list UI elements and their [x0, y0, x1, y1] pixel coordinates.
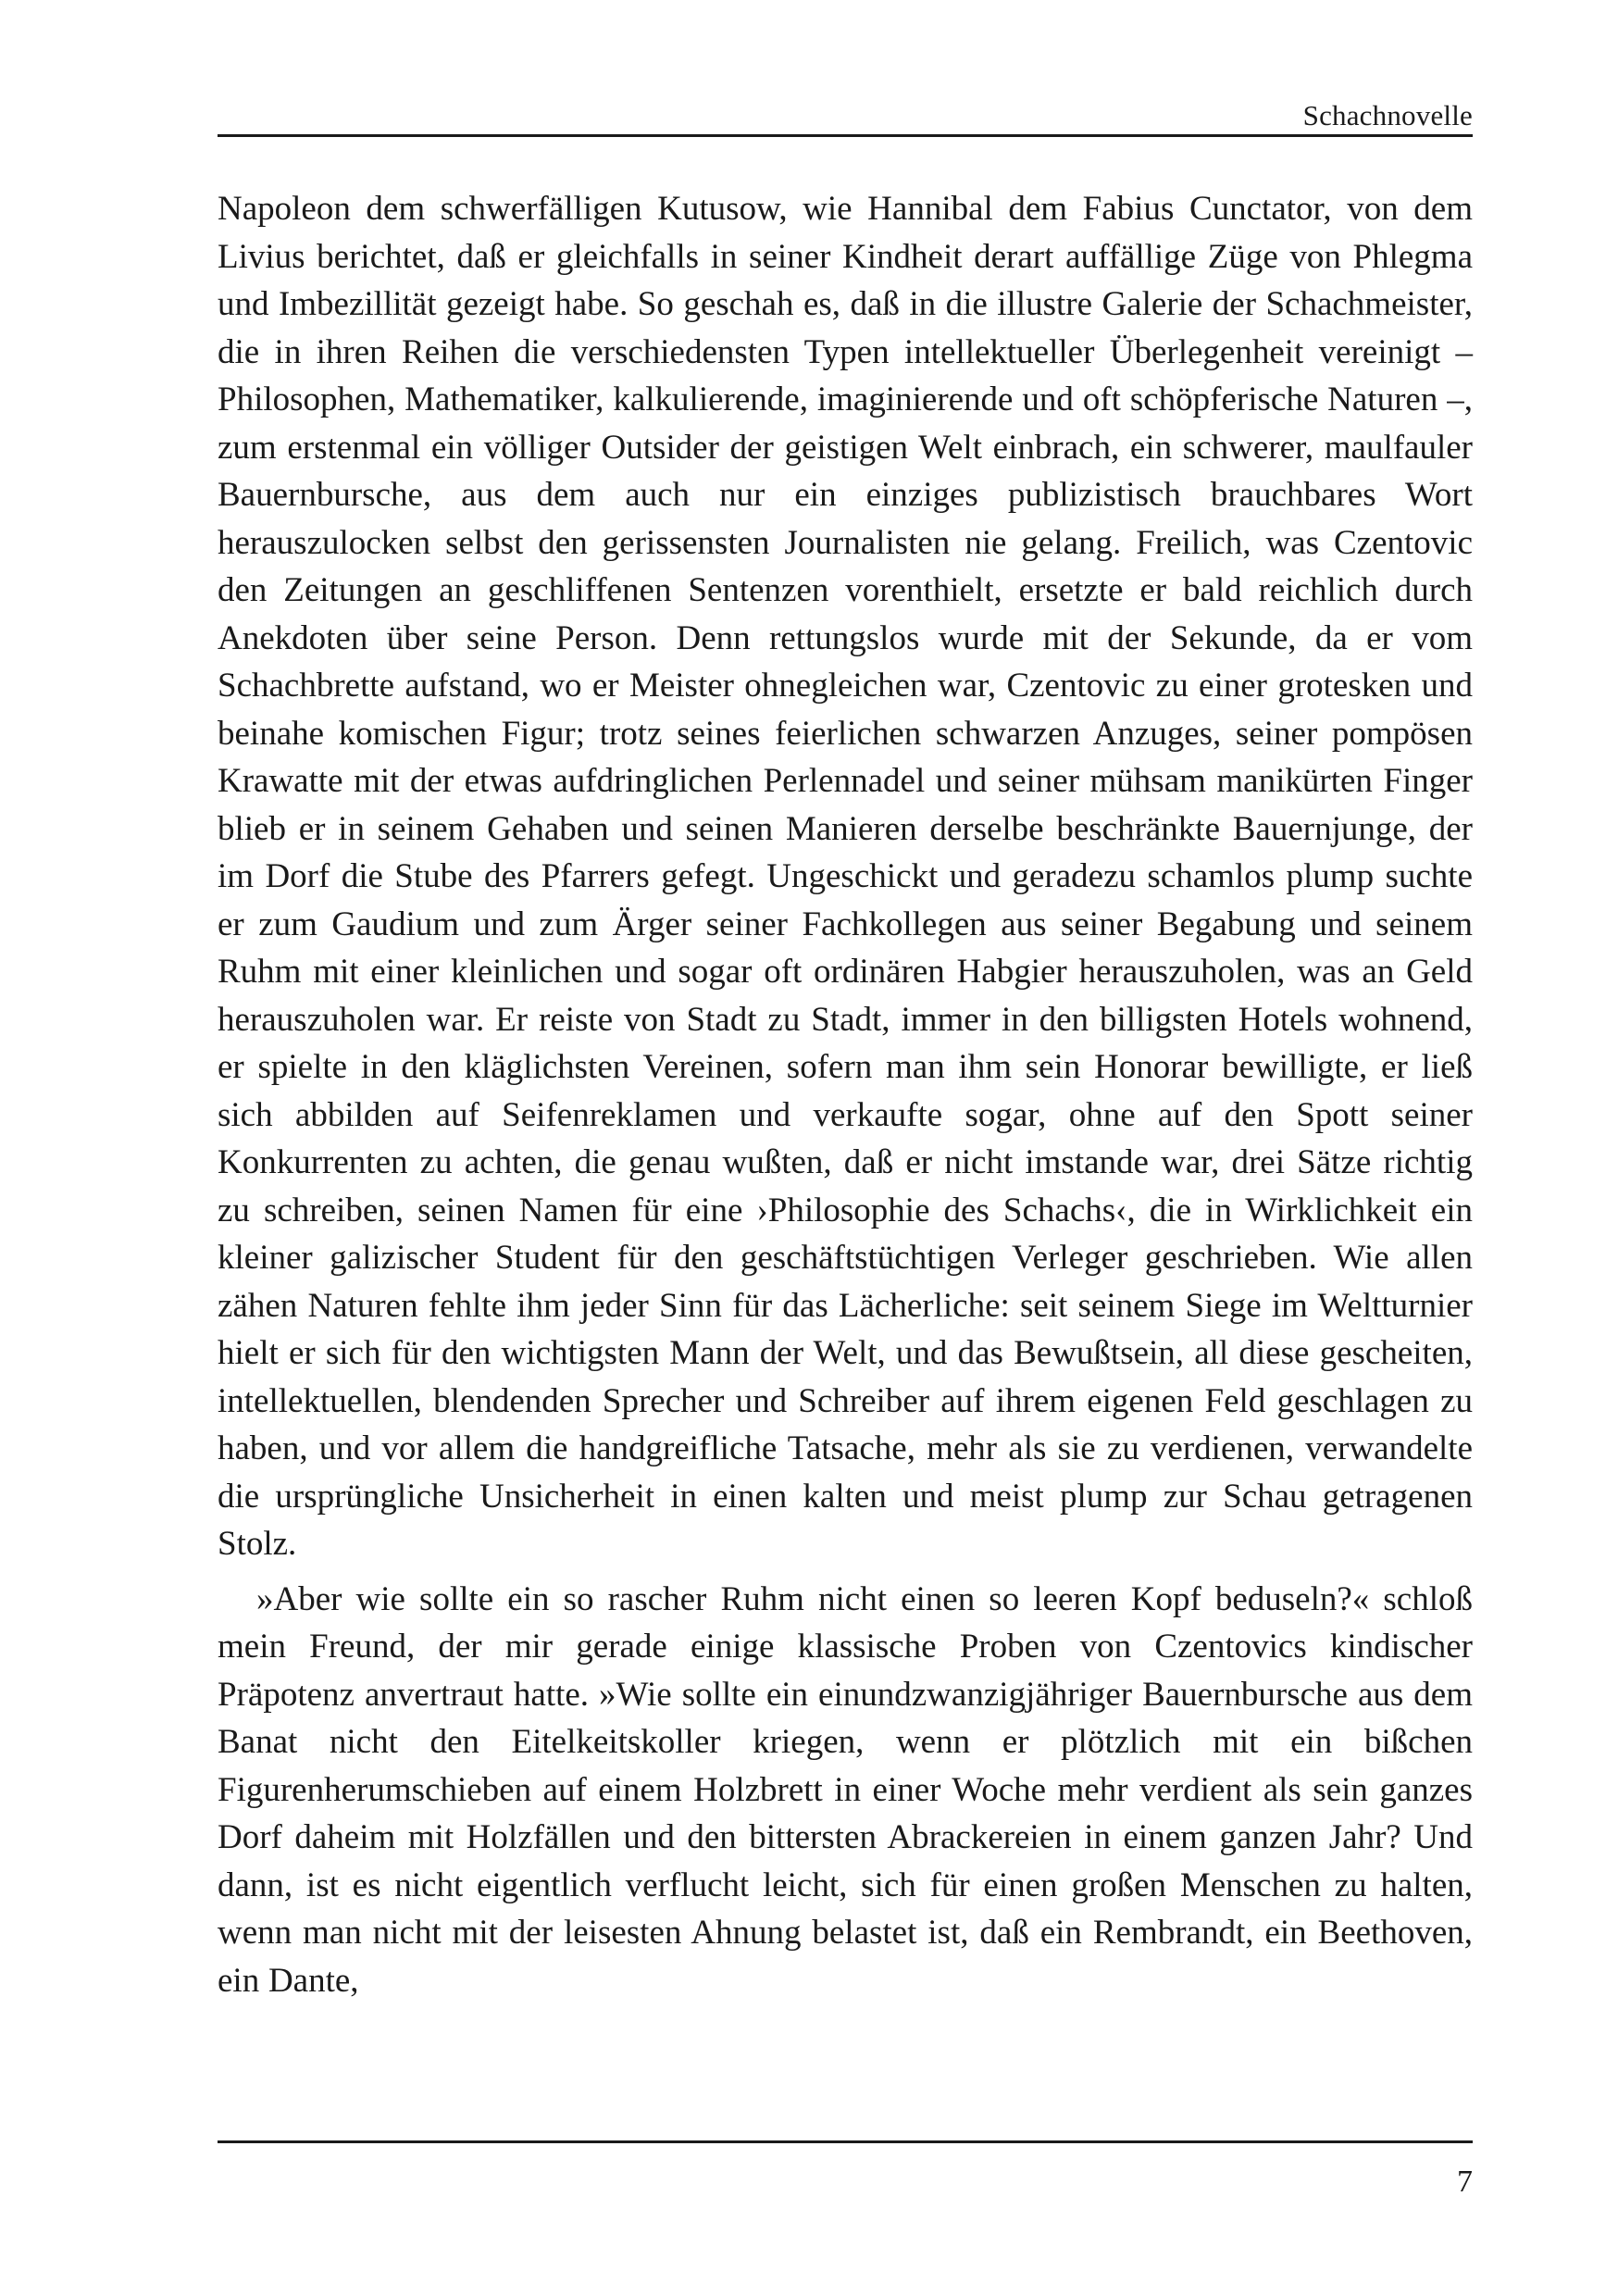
footer-rule: [218, 2140, 1473, 2143]
paragraph: Napoleon dem schwerfälligen Kutusow, wie Hannibal dem Fabius Cunctator, von dem Livius berichtet, daß er gleichfalls in seiner Kindheit derart auffällige Züge von Phlegma und Imbezillität gezeigt habe. So geschah es, daß in die illustre Galerie der Schachmeister, die in ihren Reihen die verschiedensten Typen intellektueller Überlegenheit vereinigt – Philosophen, Mathematiker, kalkulierende, imaginierende und oft schöpferische Naturen –, zum erstenmal ein völliger Outsider der geistigen Welt einbrach, ein schwerer, maulfauler Bauernbursche, aus dem auch nur ein einziges publizistisch brauchbares Wort herauszulocken selbst den gerissensten Journalisten nie gelang. Freilich, was Czentovic den Zeitungen an geschliffenen Sentenzen vorenthielt, ersetzte er bald reichlich durch Anekdoten über seine Person. Denn rettungslos wurde mit der Sekunde, da er vom Schachbrette aufstand, wo er Meister ohnegleichen war, Czentovic zu einer grotesken und beinahe komischen Figur; trotz seines feierlichen schwarzen Anzuges, seiner pompösen Krawatte mit der etwas aufdringlichen Perlennadel und seiner mühsam manikürten Finger blieb er in seinem Gehaben und seinen Manieren derselbe beschränkte Bauernjunge, der im Dorf die Stube des Pfarrers gefegt. Ungeschickt und geradezu schamlos plump suchte er zum Gaudium und zum Ärger seiner Fachkollegen aus seiner Begabung und seinem Ruhm mit einer kleinlichen und sogar oft ordinären Habgier herauszuholen, was an Geld herauszuholen war. Er reiste von Stadt zu Stadt, immer in den billigsten Hotels wohnend, er spielte in den kläglichsten Vereinen, sofern man ihm sein Honorar bewilligte, er ließ sich abbilden auf Seifenreklamen und verkaufte sogar, ohne auf den Spott seiner Konkurrenten zu achten, die genau wußten, daß er nicht imstande war, drei Sätze richtig zu schreiben, seinen Namen für eine ›Philosophie des Schachs‹, die in Wirklichkeit ein kleiner galizischer Student für den geschäftstüchtigen Verleger geschrieben. Wie allen zähen Naturen fehlte ihm jeder Sinn für das Lächerliche: seit seinem Siege im Weltturnier hielt er sich für den wichtigsten Mann der Welt, und das Bewußtsein, all diese gescheiten, intellektuellen, blendenden Sprecher und Schreiber auf ihrem eigenen Feld geschlagen zu haben, und vor allem die handgreifliche Tatsache, mehr als sie zu verdienen, verwandelte die ursprüngliche Unsicherheit in einen kalten und meist plump zur Schau getragenen Stolz.: [218, 190, 1473, 1563]
running-title: Schachnovelle: [1302, 99, 1473, 131]
body-text: [218, 185, 1473, 2004]
paragraph: »Aber wie sollte ein so rascher Ruhm nicht einen so leeren Kopf beduseln?« schloß mein Freund, der mir gerade einige klassische Proben von Czentovics kindischer Präpotenz anvertraut hatte. »Wie sollte ein einundzwanzigjähriger Bauernbursche aus dem Banat nicht den Eitelkeitskoller kriegen, wenn er plötzlich mit ein bißchen Figurenherumschieben auf einem Holzbrett in einer Woche mehr verdient als sein ganzes Dorf daheim mit Holzfällen und den bittersten Abrackereien in einem ganzen Jahr? Und dann, ist es nicht eigentlich verflucht leicht, sich für einen großen Menschen zu halten, wenn man nicht mit der leisesten Ahnung belastet ist, daß ein Rembrandt, ein Beethoven, ein Dante,: [218, 1579, 1473, 2000]
page-number: 7: [1457, 2165, 1473, 2199]
header-rule: [218, 134, 1473, 137]
